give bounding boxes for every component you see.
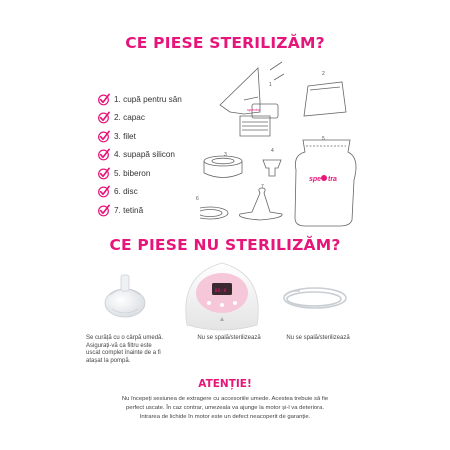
check-icon	[97, 93, 110, 106]
parts-illustration	[200, 60, 360, 235]
sterilize-checklist	[97, 90, 182, 220]
item-label: 2. capac	[114, 113, 145, 123]
caption-line: atașat la pompă.	[86, 357, 131, 364]
shield-brand-mark: spectra	[247, 107, 261, 112]
check-icon	[97, 167, 110, 180]
breast-shield-drawing	[220, 62, 284, 136]
no-sterilize-title: CE PIESE NU STERILIZĂM?	[109, 236, 341, 254]
item-label: 1. cupă pentru sân	[114, 94, 182, 104]
attention-title: ATENȚIE!	[198, 378, 252, 390]
check-icon	[97, 148, 110, 161]
caption-line: Asigurați-vă ca filtru este	[86, 342, 152, 349]
tubing-image	[280, 278, 350, 318]
cap-drawing	[304, 82, 346, 116]
list-item	[97, 109, 182, 128]
check-icon	[97, 185, 110, 198]
threaded-ring-drawing	[204, 156, 242, 178]
list-item	[97, 90, 182, 109]
bottle-brand-dot	[321, 175, 327, 181]
teat-drawing	[239, 188, 282, 220]
pump-motor-image	[175, 255, 270, 335]
list-item	[97, 183, 182, 202]
sterilize-title: CE PIESE STERILIZĂM?	[125, 34, 325, 52]
caption-line: Se curăță cu o cârpă umedă.	[86, 335, 164, 341]
check-icon	[97, 130, 110, 143]
attention-line: perfect uscate. În caz contrar, umezeala va ajunge la motor și-l va deteriora.	[125, 405, 325, 411]
part-number-3: 3	[224, 152, 227, 158]
caption-line: uscat complet înainte de a fi	[86, 350, 161, 356]
attention-line: Nu începeți sesiunea de extragere cu accesoriile umede. Acestea trebuie să fie	[121, 396, 329, 402]
part-number-4: 4	[271, 148, 274, 154]
backflow-protector-image	[100, 265, 150, 325]
item-label: 3. filet	[114, 131, 136, 141]
list-item	[97, 201, 182, 220]
backflow-caption	[86, 335, 196, 365]
item-label: 4. supapă silicon	[114, 150, 175, 160]
item-label: 5. biberon	[114, 168, 151, 178]
part-number-5: 5	[322, 136, 325, 142]
part-number-1: 1	[269, 82, 272, 88]
motor-caption: Nu se spală/sterilizează	[197, 335, 261, 341]
attention-line: Intrarea de lichide în motor este un defect neacoperit de garanție.	[139, 414, 311, 420]
check-icon	[97, 204, 110, 217]
disc-drawing	[200, 207, 228, 219]
bottle-drawing	[295, 140, 356, 226]
part-number-6: 6	[196, 196, 199, 202]
bottle-brand-mark-end: tra	[328, 176, 337, 183]
silicone-valve-drawing	[263, 160, 281, 176]
check-icon	[97, 111, 110, 124]
list-item	[97, 164, 182, 183]
part-number-2: 2	[322, 71, 325, 77]
bottle-brand-mark: spe	[309, 176, 322, 183]
item-label: 7. tetină	[114, 205, 144, 215]
tubing-caption: Nu se spală/sterilizează	[286, 335, 350, 341]
list-item	[97, 146, 182, 165]
pump-display-readout: 88:8	[214, 288, 227, 294]
part-number-7: 7	[261, 184, 264, 190]
item-label: 6. disc	[114, 187, 138, 197]
list-item	[97, 127, 182, 146]
